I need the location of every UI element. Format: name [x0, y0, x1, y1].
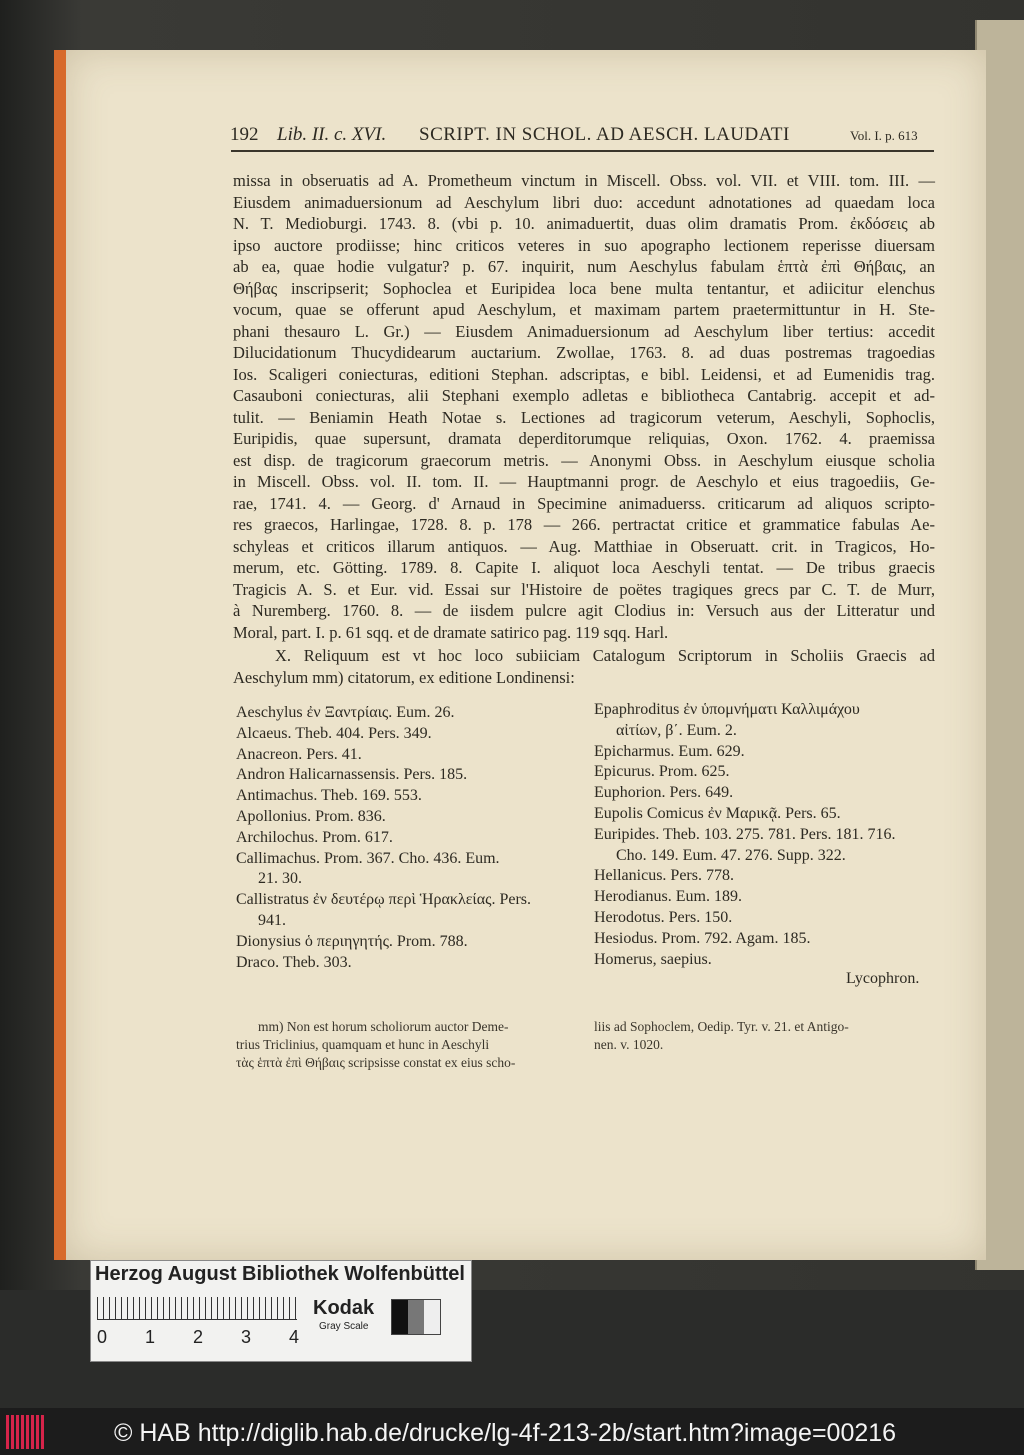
body-line: Θήβας inscripserit; Sophoclea et Euripidea loca bene multa tentantur, et adiicitur elenchus — [233, 278, 935, 298]
catalog-left-column — [236, 703, 581, 973]
footnote-right — [594, 1018, 939, 1054]
footnote-line: trius Triclinius, quamquam et hunc in Aeschyli — [236, 1037, 490, 1052]
body-line: rae, 1741. 4. — Georg. d' Arnaud in Specimine animaduerss. criticarum ad aliquos scripto- — [233, 493, 935, 513]
catalog-entry: αἰτίων, β΄. Eum. 2. — [616, 721, 737, 739]
ruler-scale — [97, 1297, 297, 1320]
ruler-number: 1 — [145, 1327, 156, 1347]
body-line: est disp. de tragicorum graecorum metris. — Anonymi Obss. in Aeschylum eiusque scholia — [233, 450, 935, 470]
body-line: Tragicis A. S. et Eur. vid. Essai sur l'Histoire de poëtes tragiques grecs par C. T. de Murr, — [233, 579, 935, 599]
ruler-numbers — [97, 1327, 307, 1349]
catalog-entry: Anacreon. Pers. 41. — [236, 745, 362, 763]
catalog-entry: Epicharmus. Eum. 629. — [594, 742, 745, 760]
body-line: Casauboni coniecturas, alii Stephani exemplo adletas e bibliotheca Cantabrig. accepit et ad- — [233, 386, 935, 405]
body-line: N. T. Medioburgi. 1743. 8. (vbi p. 10. animaduertit, duas olim dramatis Prom. ἐκδόσεις ab — [233, 214, 935, 233]
catalog-entry: Archilochus. Prom. 617. — [236, 828, 393, 846]
footnote-line: liis ad Sophoclem, Oedip. Tyr. v. 21. et Antigo- — [594, 1019, 849, 1034]
catchword: Lycophron. — [846, 970, 920, 987]
catalog-entry: Alcaeus. Theb. 404. Pers. 349. — [236, 724, 432, 742]
catalog-entry: Dionysius ὁ περιηγητής. Prom. 788. — [236, 932, 468, 950]
footer-citation: © HAB http://diglib.hab.de/drucke/lg-4f-213-2b/start.htm?image=00216 — [114, 1419, 897, 1447]
body-line: phani thesauro L. Gr.) — Eiusdem Animaduersionum ad Aeschylum liber tertius: accedit — [233, 321, 935, 341]
ruler-number: 0 — [97, 1327, 108, 1347]
body-line: schyleas et criticos illarum antiquos. — Aug. Matthiae in Obseruatt. crit. in Tragicos, Ho- — [233, 536, 935, 556]
ruler-number: 2 — [193, 1327, 204, 1347]
body-line: ab ea, quae hodie vulgatur? p. 67. inquirit, num Aeschylus fabulam ἑπτὰ ἐπὶ Θήβαις, an — [233, 257, 935, 276]
body-line: res graecos, Harlingae, 1728. 8. p. 178 — 266. pertractat critice et grammatice fabulas Ae- — [233, 515, 935, 534]
body-line: vocum, quae se offerunt apud Aeschylum, et maximam partem praetermittuntur in H. Ste- — [233, 300, 935, 319]
intro-line: Aeschylum mm) citatorum, ex editione Londinensi: — [233, 667, 575, 687]
running-header — [174, 124, 934, 148]
footnote-left — [236, 1018, 581, 1072]
body-line: Moral, part. I. p. 61 sqq. et de dramate satirico pag. 119 sqq. Harl. — [233, 622, 669, 642]
library-name: Herzog August Bibliothek Wolfenbüttel — [95, 1263, 465, 1285]
gray-scale-label: Gray Scale — [319, 1321, 369, 1332]
body-line: Euripidis, quae supersunt, dramata deperditorumque reliquias, Oxon. 1762. 4. praemissa — [233, 429, 935, 448]
catalog-entry: Eupolis Comicus ἐν Μαρικᾷ. Pers. 65. — [594, 804, 841, 822]
body-line: ipso auctore prodiisse; hinc criticos veteres in suo apographo lectionem reperisse diuersam — [233, 235, 935, 255]
footnote-line: τὰς ἑπτὰ ἐπὶ Θήβαις scripsisse constat ex eius scho- — [236, 1055, 516, 1070]
color-target-card — [90, 1260, 472, 1362]
catalog-entry: 21. 30. — [258, 870, 302, 888]
catalog-entry: Callistratus ἐν δευτέρῳ περὶ Ἡρακλείας. Pers. — [236, 891, 531, 909]
catalog-entry: Aeschylus ἐν Ξαντρίαις. Eum. 26. — [236, 704, 455, 721]
catalog-entry: Homerus, saepius. — [594, 950, 712, 968]
catalog-entry: Cho. 149. Eum. 47. 276. Supp. 322. — [616, 846, 846, 864]
ruler-number: 3 — [241, 1327, 252, 1347]
catalog-entry: Callimachus. Prom. 367. Cho. 436. Eum. — [236, 849, 500, 867]
kodak-logo: Kodak — [313, 1297, 375, 1319]
body-line: Dilucidationum Thucydidearum auctarium. Zwollae, 1763. 8. ad duas postremas tragoedias — [233, 343, 935, 362]
volume-reference: Vol. I. p. 613 — [850, 128, 918, 143]
catalog-right-column — [594, 700, 939, 970]
running-title: SCRIPT. IN SCHOL. AD AESCH. LAUDATI — [419, 124, 790, 145]
catalog-entry: Herodianus. Eum. 189. — [594, 888, 742, 906]
body-line: tulit. — Beniamin Heath Notae s. Lectiones ad tragicorum veterum, Aeschyli, Sophoclis, — [233, 407, 935, 427]
catalog-entry: Hellanicus. Pers. 778. — [594, 867, 734, 885]
header-rule — [231, 150, 934, 152]
catalog-entry: 941. — [258, 911, 286, 929]
catalog-entry: Apollonius. Prom. 836. — [236, 807, 386, 825]
body-paragraph — [233, 170, 935, 643]
catalog-entry: Andron Halicarnassensis. Pers. 185. — [236, 766, 468, 784]
body-line: in Miscell. Obss. vol. II. tom. II. — Hauptmanni progr. de Aeschylo et eius tragoediis, Ge- — [233, 472, 935, 491]
catalog-entry: Antimachus. Theb. 169. 553. — [236, 787, 422, 805]
body-line: Ios. Scaligeri coniecturas, editioni Stephan. adscriptas, e bibl. Leidensi, et ad Eumenidis trag. — [233, 364, 935, 384]
body-line: Eiusdem animaduersionum ad Aeschylum libri duo: accedunt adnotationes ad quaedam loca — [233, 192, 935, 212]
catalog-entry: Draco. Theb. 303. — [236, 953, 352, 971]
catalog-entry: Euripides. Theb. 103. 275. 781. Pers. 181. 716. — [594, 825, 896, 843]
book-chapter-ref: Lib. II. c. XVI. — [277, 124, 387, 145]
catalog-entry: Hesiodus. Prom. 792. Agam. 185. — [594, 929, 811, 947]
catalog-entry: Epaphroditus ἐν ὑπομνήματι Καλλιμάχου — [594, 701, 860, 718]
intro-line: X. Reliquum est vt hoc loco subiiciam Catalogum Scriptorum in Scholiis Graecis ad — [275, 646, 935, 665]
catalog-intro-paragraph — [233, 645, 935, 688]
gray-swatches — [391, 1299, 441, 1335]
catalog-entry: Epicurus. Prom. 625. — [594, 763, 730, 781]
catalog-entry: Euphorion. Pers. 649. — [594, 784, 734, 802]
footnote-line: mm) Non est horum scholiorum auctor Deme- — [258, 1019, 509, 1034]
ruler-number: 4 — [289, 1327, 300, 1347]
footnote-line: nen. v. 1020. — [594, 1037, 664, 1052]
body-line: missa in obseruatis ad A. Prometheum vinctum in Miscell. Obss. vol. VII. et VIII. tom. III. — — [233, 171, 935, 190]
body-line: merum, etc. Götting. 1789. 8. Capite I. aliquot loca Aeschyli tentat. — De tribus graecis — [233, 558, 935, 577]
body-line: à Nuremberg. 1760. 8. — de iisdem pulcre agit Clodius in: Versuch aus der Litteratur und — [233, 601, 935, 620]
hab-logo-icon — [6, 1415, 46, 1449]
page-number: 192 — [230, 124, 259, 145]
catalog-entry: Herodotus. Pers. 150. — [594, 908, 733, 926]
